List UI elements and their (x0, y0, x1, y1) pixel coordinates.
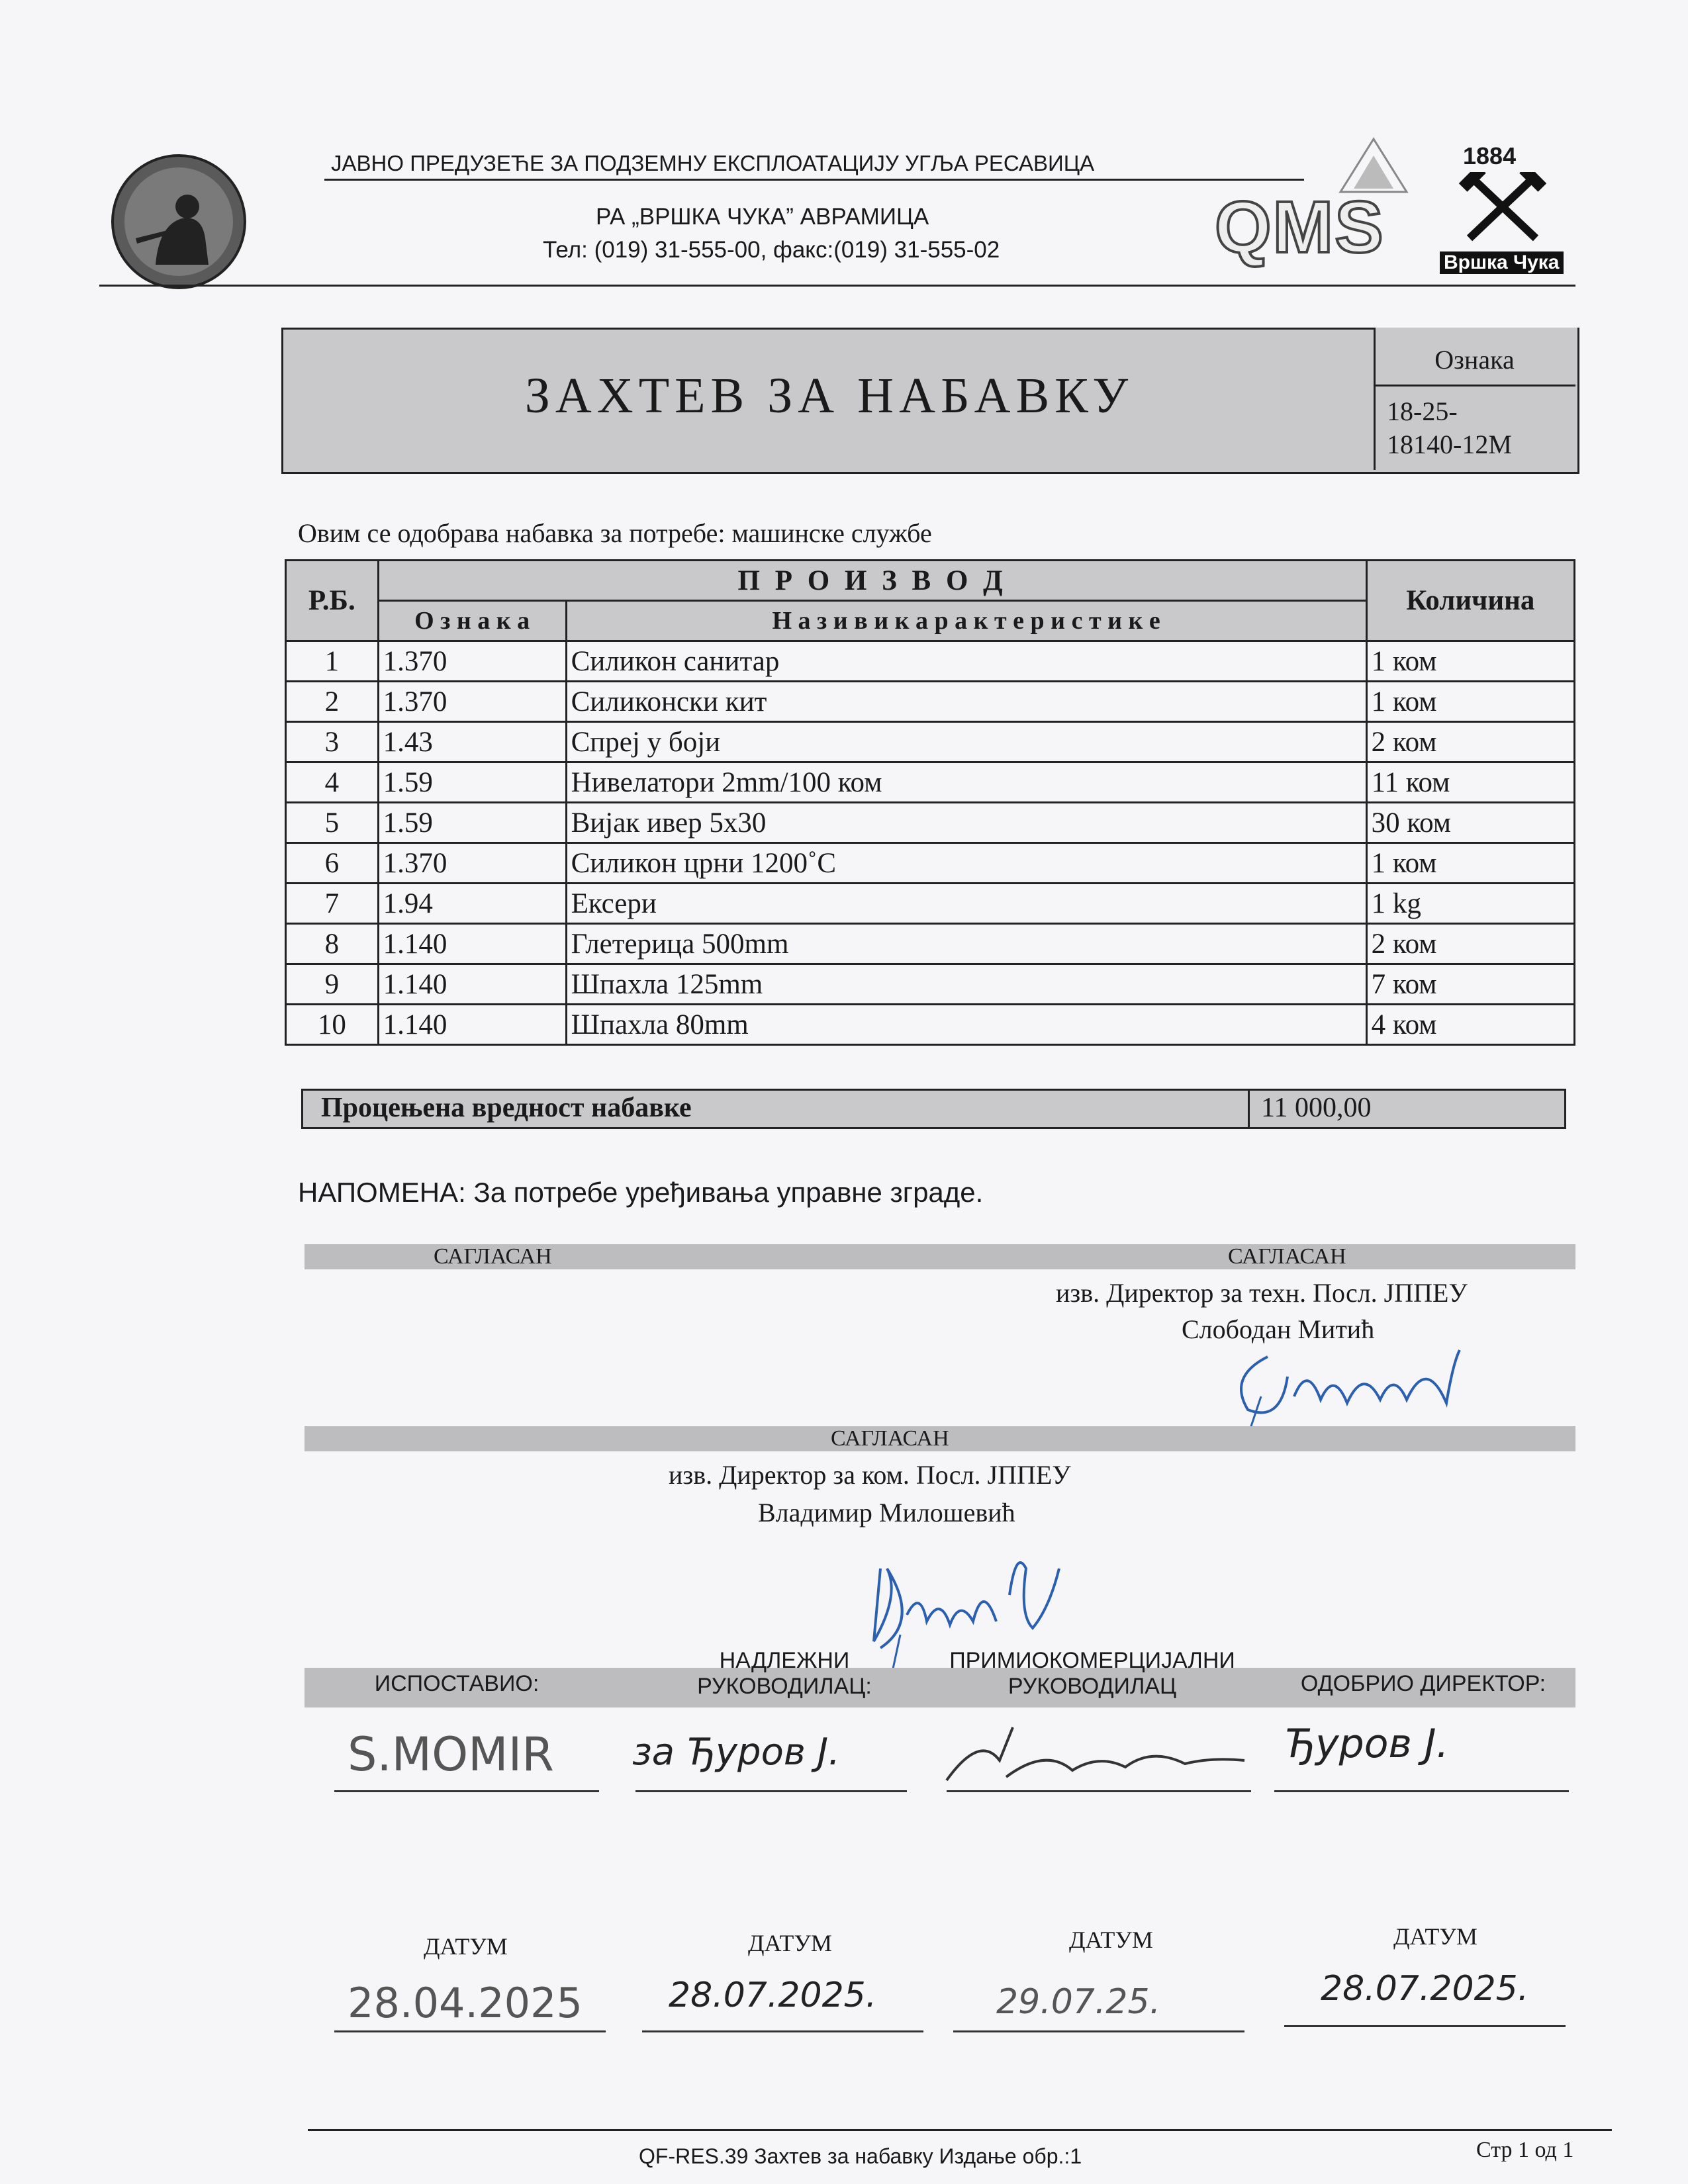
item-quantity: 7 ком (1366, 964, 1574, 1005)
item-code: 1.43 (378, 722, 566, 762)
footer-page-number: Стр 1 од 1 (1476, 2138, 1574, 2162)
name-header: Н а з и в и к а р а к т е р и с т и к е (566, 601, 1366, 641)
manager-signature: за Ђуров Ј. (632, 1731, 840, 1774)
document-code-label: Ознака (1374, 344, 1575, 387)
company-seal-logo (109, 152, 248, 291)
table-row (286, 682, 1575, 722)
item-code: 1.370 (378, 641, 566, 682)
items-table (285, 559, 1575, 1046)
item-name: Силикон санитар (566, 641, 1366, 682)
table-row (286, 722, 1575, 762)
item-code: 1.140 (378, 924, 566, 964)
commercial-manager-signature (940, 1721, 1271, 1794)
item-name: Силикон црни 1200˚C (566, 843, 1366, 884)
document-title: ЗАХТЕВ ЗА НАБАВКУ (524, 368, 1134, 424)
consent-right-role: изв. Директор за техн. Посл. ЈППЕУ (1056, 1278, 1468, 1308)
consent-left-label: САГЛАСАН (434, 1244, 552, 1269)
commercial-manager-line (947, 1790, 1251, 1792)
row-number: 5 (286, 803, 379, 843)
consent-right-label: САГЛАСАН (1228, 1244, 1346, 1269)
table-row (286, 964, 1575, 1005)
header-divider (324, 179, 1304, 181)
date-label-2: ДАТУМ (748, 1930, 832, 1956)
item-code: 1.370 (378, 682, 566, 722)
date-value-1: 28.04.2025 (348, 1979, 583, 2027)
table-row (286, 762, 1575, 803)
row-number: 9 (286, 964, 379, 1005)
commercial-manager-label (927, 1648, 1258, 1700)
item-code: 1.370 (378, 843, 566, 884)
mine-logo (1436, 142, 1569, 281)
item-name: Силиконски кит (566, 682, 1366, 722)
issued-by-signature: S.MOMIR (348, 1727, 554, 1782)
row-number: 4 (286, 762, 379, 803)
header-bottom-rule (99, 285, 1575, 287)
item-quantity: 1 ком (1366, 843, 1574, 884)
document-code-line-2: 18140-12М (1387, 430, 1512, 459)
row-number: 2 (286, 682, 379, 722)
consent-center-role: изв. Директор за ком. Посл. ЈППЕУ (669, 1460, 1071, 1490)
table-row (286, 641, 1575, 682)
item-code: 1.140 (378, 964, 566, 1005)
estimate-value: 11 000,00 (1261, 1093, 1372, 1123)
item-quantity: 2 ком (1366, 722, 1574, 762)
date-value-3: 29.07.25. (996, 1982, 1161, 2022)
date-label-1: ДАТУМ (424, 1933, 508, 1960)
row-number: 6 (286, 843, 379, 884)
item-name: Спреј у боји (566, 722, 1366, 762)
table-row (286, 1005, 1575, 1045)
item-quantity: 30 ком (1366, 803, 1574, 843)
item-name: Шпахла 80mm (566, 1005, 1366, 1045)
footer-document-id: QF-RES.39 Захтев за набавку Издање обр.:1 (639, 2144, 1082, 2168)
manager-label-line-1: НАДЛЕЖНИ (719, 1648, 850, 1673)
item-quantity: 4 ком (1366, 1005, 1574, 1045)
table-row (286, 924, 1575, 964)
footer-rule (308, 2129, 1612, 2131)
date-value-2: 28.07.2025. (669, 1976, 877, 2015)
item-name: Глетерица 500mm (566, 924, 1366, 964)
date-line-4 (1284, 2025, 1566, 2027)
approval-statement: Овим се одобрава набавка за потребе: машинске службе (298, 518, 932, 548)
item-code: 1.94 (378, 884, 566, 924)
rb-header: Р.Б. (286, 561, 379, 641)
item-quantity: 2 ком (1366, 924, 1574, 964)
director-label: ОДОБРИО ДИРЕКТОР: (1300, 1671, 1546, 1696)
item-name: Вијак ивер 5x30 (566, 803, 1366, 843)
manager-line (635, 1790, 907, 1792)
item-quantity: 1 ком (1366, 682, 1574, 722)
commercial-label-line-2: РУКОВОДИЛАЦ (1008, 1674, 1177, 1699)
signature-mitic (1221, 1337, 1473, 1436)
estimate-divider (1248, 1089, 1250, 1128)
commercial-label-line-1: ПРИМИОКОМЕРЦИЈАЛНИ (949, 1648, 1235, 1673)
table-row (286, 884, 1575, 924)
estimate-label: Процењена вредност набавке (321, 1093, 692, 1123)
row-number: 1 (286, 641, 379, 682)
mine-logo-year: 1884 (1463, 142, 1517, 169)
item-name: Ексери (566, 884, 1366, 924)
document-code-line-1: 18-25- (1387, 396, 1458, 426)
issued-by-label: ИСПОСТАВИО: (374, 1671, 539, 1696)
manager-label (662, 1648, 907, 1700)
item-quantity: 1 kg (1366, 884, 1574, 924)
document-code-value (1387, 395, 1566, 461)
code-header: О з н а к а (378, 601, 566, 641)
item-name: Нивелатори 2mm/100 ком (566, 762, 1366, 803)
date-label-4: ДАТУМ (1393, 1923, 1477, 1950)
consent-center-label: САГЛАСАН (831, 1426, 949, 1451)
item-code: 1.140 (378, 1005, 566, 1045)
date-value-4: 28.07.2025. (1321, 1969, 1529, 2009)
row-number: 8 (286, 924, 379, 964)
item-name: Шпахла 125mm (566, 964, 1366, 1005)
qms-logo-text: QMS (1215, 187, 1385, 268)
row-number: 10 (286, 1005, 379, 1045)
mine-logo-name: Вршка Чука (1440, 251, 1564, 274)
consent-right-person: Слободан Митић (1182, 1314, 1375, 1344)
director-line (1274, 1790, 1569, 1792)
note-text: НАПОМЕНА: За потребе уређивања управне зграде. (298, 1177, 984, 1208)
row-number: 7 (286, 884, 379, 924)
product-header: П Р О И З В О Д (378, 561, 1366, 601)
item-code: 1.59 (378, 803, 566, 843)
organization-name: ЈАВНО ПРЕДУЗЕЋЕ ЗА ПОДЗЕМНУ ЕКСПЛОАТАЦИЈУ УГЉА РЕСАВИЦА (331, 151, 1095, 175)
table-row (286, 803, 1575, 843)
unit-name: РА „ВРШКА ЧУКА” АВРАМИЦА (596, 204, 929, 230)
consent-center-person: Владимир Милошевић (758, 1498, 1015, 1527)
manager-label-line-2: РУКОВОДИЛАЦ: (697, 1674, 872, 1699)
date-line-3 (953, 2030, 1244, 2032)
date-line-1 (334, 2030, 606, 2032)
item-quantity: 11 ком (1366, 762, 1574, 803)
table-row (286, 843, 1575, 884)
date-line-2 (642, 2030, 923, 2032)
director-signature: Ђуров Ј. (1284, 1721, 1449, 1767)
item-code: 1.59 (378, 762, 566, 803)
row-number: 3 (286, 722, 379, 762)
item-quantity: 1 ком (1366, 641, 1574, 682)
quantity-header: Количина (1366, 561, 1574, 641)
contact-info: Тел: (019) 31-555-00, факс:(019) 31-555-02 (543, 237, 1000, 263)
date-label-3: ДАТУМ (1069, 1927, 1153, 1953)
issued-by-line (334, 1790, 599, 1792)
qms-logo (1215, 136, 1443, 268)
